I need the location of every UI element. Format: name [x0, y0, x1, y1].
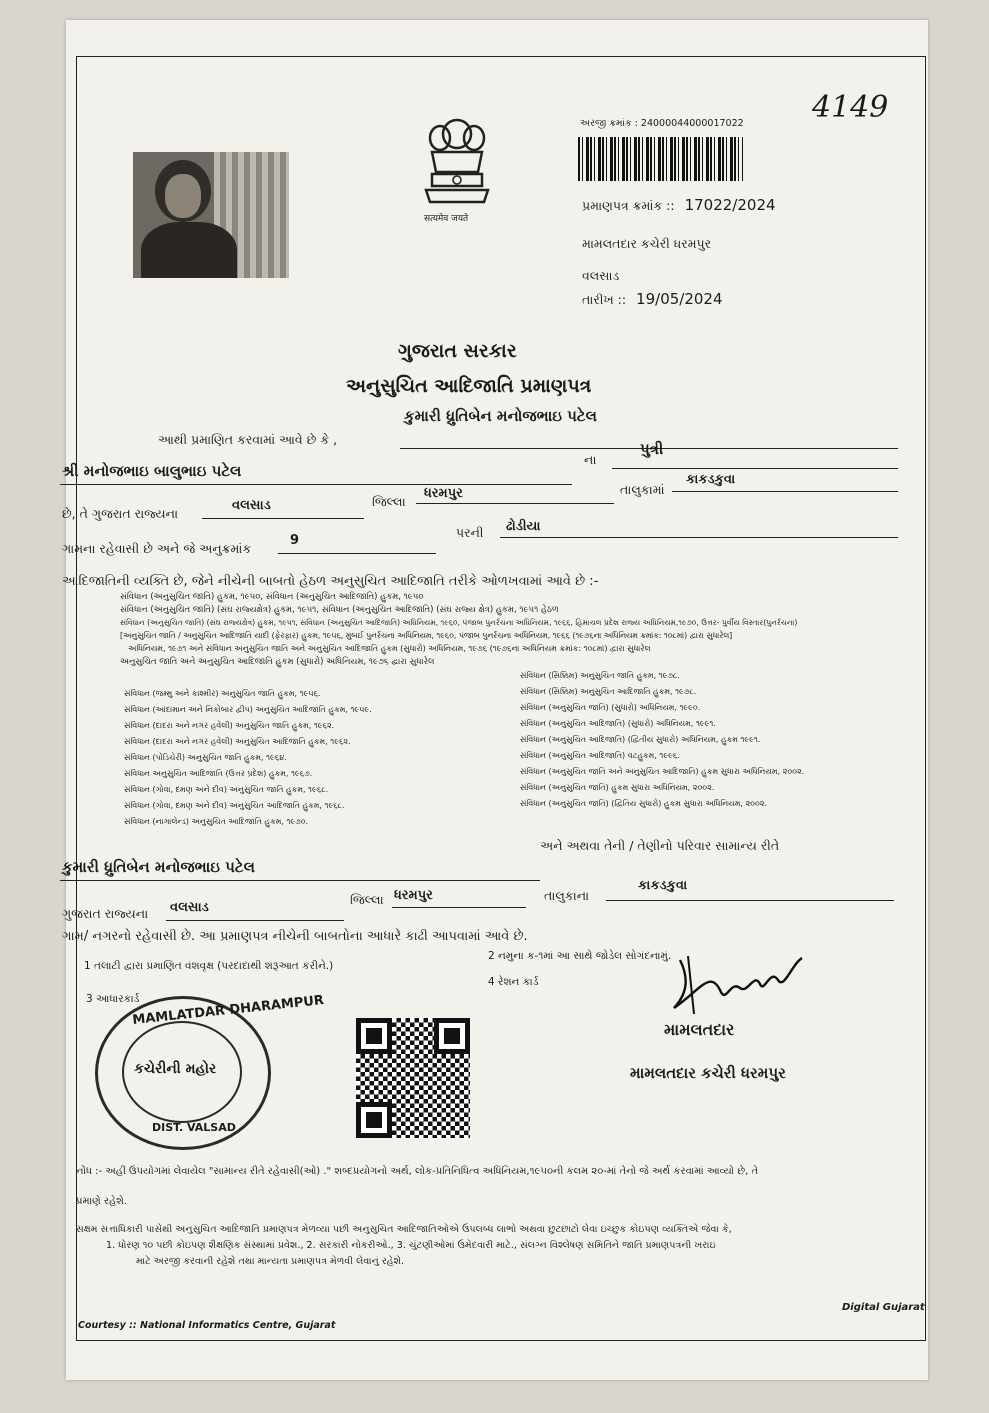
issue-basis-statement: ગામ/ નગરનો રહેવાસી છે. આ પ્રમાણપત્ર નીચેની બાબતોના આધારે કાઢી આપવામાં આવે છે. [62, 929, 528, 944]
application-number: અરજી ક્રમાંક : 24000044000017022 [580, 118, 744, 129]
act-left: સંવિધાન (જમ્મુ અને કાશ્મીર) અનુસુચિત જાતિ હુકમ, ૧૯૫૬. [124, 689, 321, 698]
taluka-label: તાલુકામાં [620, 482, 665, 497]
applicant-name: કુમારી ધ્રુતિબેન મનોજભાઇ પટેલ [404, 407, 597, 425]
certify-label: આથી પ્રમાણિત કરવામાં આવે છે કે , [158, 432, 338, 447]
act-right: સંવિધાન (અનુસુચિત આદિજાતિ) (દ્વિતીય સુધારો) અધિનિયમ, હુકમ ૧૯૯૧. [520, 735, 761, 744]
seal-inner-text: કચેરીની મહોર [134, 1061, 217, 1077]
note-line: 1. ધોરણ ૧૦ પછી કોઇપણ શૈક્ષણિક સંસ્થામાં પ્રવેશ., 2. સરકારી નોકરીઓ., 3. ચુંટણીઓમાં ઉમેદવારી માટે., સંલગ્ન વિશ્લેષણ સમિતિને જાતિ પ્રમાણપત્રની ખરાઇ [106, 1240, 716, 1251]
act-right: સંવિધાન (સિક્કિમ) અનુસુચિત જાતિ હુકમ, ૧૯૭૮. [520, 671, 680, 680]
act-left: સંવિધાન (દાદરા અને નગર હવેલી) અનુસુચિત આદિજાતિ હુકમ, ૧૯૬૨. [124, 737, 351, 746]
note-line: નોંધ :- અહીં ઉપયોગમાં લેવાયેલ "સામાન્ય રીતે રહેવાસી(ઓ) ." શબ્દપ્રયોગનો અર્થ, લોક-પ્રતિનિધિત્વ અધિનિયમ,૧૯૫૦ની કલમ ૨૦-માં તેનો જે અર્થ કરવામાં આવ્યો છે, તે [76, 1166, 759, 1177]
act-left: સંવિધાન (આંદામાન અને નિકોબાર દ્વીપ) અનુસુચિત આદિજાતિ હુકમ, ૧૯૫૯. [124, 705, 372, 714]
ashoka-emblem-icon [418, 112, 496, 208]
footer-courtesy: Courtesy :: National Informatics Centre, Gujarat [78, 1320, 336, 1331]
note-line: પ્રમાણે રહેશે. [76, 1196, 128, 1207]
tribe-name: ઢોડીયા [506, 519, 541, 534]
emblem-motto: सत्यमेव जयते [424, 214, 469, 224]
applicant-photo [133, 152, 289, 278]
act-right: સંવિધાન (અનુસુચિત જાતિ) (સુધારો) અધિનિયમ, ૧૯૯૦. [520, 703, 701, 712]
basis-item: 4 રેશન કાર્ડ [488, 976, 539, 988]
act-line: અનુસુચિત જાતિ અને અનુસુચિત આદિજાતિ હુકમ (સુધારો) અધિનિયમ, ૧૯૭૬ દ્વારા સુધારેલ [120, 657, 435, 667]
basis-item: 2 નમુના ક-૧માં આ સાથે જોડેલ સોગંદનામું. [488, 950, 672, 962]
relation: પુત્રી [640, 440, 664, 458]
note-line: માટે અરજી કરવાની રહેશે તથા માન્યતા પ્રમાણપત્ર મેળવી લેવાનું રહેશે. [136, 1256, 405, 1267]
talukana-label: તાલુકાના [544, 888, 590, 903]
act-right: સંવિધાન (અનુસુચિત જાતિ) (દ્વિતિય સુધારો) હુકમ સુધારા અધિનિયમ, ૨૦૦૨. [520, 799, 768, 808]
seal-outer-text: MAMLATDAR DHARAMPUR [131, 992, 325, 1029]
act-right: સંવિધાન (અનુસુચિત જાતિ અને અનુસુચિત આદિજાતિ) હુકમ સુધારા અધિનિયમ, ૨૦૦૨. [520, 767, 805, 776]
act-left: સંવિધાન (ગોવા, દમણ અને દીવ) અનુસુચિત જાતિ હુકમ, ૧૯૬૮. [124, 785, 329, 794]
residence-name: કુમારી ધ્રુતિબેન મનોજભાઇ પટેલ [62, 858, 255, 876]
residence-jilla-label: જિલ્લા [350, 892, 384, 907]
certificate-title: અનુસુચિત આદિજાતિ પ્રમાણપત્ર [346, 375, 592, 397]
act-line: સંવિધાન (અનુસુચિત જાતિ) (સંઘ રાજ્યક્ષેત્ર) હુકમ, ૧૯૫૧, સંવિધાન (અનુસુચિત આદિજાતિ) અધિનિયમ, ૧૯૬૦, પંજાબ પુનર્રચના અધિનિયમ, ૧૯૬૬, હિમાચલ પ્રદેશ રાજ્ય અધિનિયમ,૧૯૭૦, ઉત્તર- પુર્વીય વિસ્તાર(પુનર્રચના) [120, 618, 798, 627]
handwritten-number: 4149 [812, 90, 889, 125]
na-label: ના [584, 452, 597, 467]
act-line: સંવિધાન (અનુસુચિત જાતિ) હુકમ, ૧૯૫૦, સંવિધાન (અનુસુચિત આદિજાતિ) હુકમ, ૧૯૫૦ [120, 592, 424, 602]
certificate-office: મામલતદાર કચેરી ધરમપુર [582, 236, 712, 251]
parni-label: પરની [456, 525, 484, 540]
certificate-district: વલસાડ [582, 268, 620, 283]
serial-number: 9 [290, 533, 300, 548]
district: વલસાડ [232, 498, 271, 513]
certificate-number-label: પ્રમાણપત્ર ક્રમાંક :: [582, 198, 675, 213]
official-seal [95, 992, 325, 1150]
tribe-statement: આદિજાતિની વ્યક્તિ છે, જેને નીચેની બાબતો હેઠળ અનુસુચિત આદિજાતિ તરીકે ઓળખવામાં આવે છે :- [62, 574, 599, 589]
qr-code [356, 1018, 470, 1138]
residence-taluka: ધરમપુર [394, 888, 433, 903]
father-name: શ્રી મનોજભાઇ બાલુભાઇ પટેલ [62, 462, 242, 480]
act-line: [અનુસુચિત જાતિ / અનુસુચિત આદિજાતિ યાદી (ફેરફાર) હુકમ, ૧૯૫૬, મુંબઈ પુનર્રચના અધિનિયમ, ૧૯૬૦, પંજાબ પુનર્રચના અધિનિયમ, ૧૯૬૬ (૧૯૭૬ના અધિનિયમ ક્રમાંક: ૧૦૮માં) દ્વારા સુધારેલ] [120, 631, 733, 640]
signatory-office: મામલતદાર કચેરી ધરમપુર [630, 1064, 786, 1082]
act-left: સંવિધાન અનુસુચિત આદિજાતિ (ઉત્તર પ્રદેશ) હુકમ, ૧૯૬૭. [124, 769, 313, 778]
footer-brand: Digital Gujarat [842, 1302, 925, 1313]
seal-bottom-text: DIST. VALSAD [152, 1121, 236, 1134]
certificate-date-row [582, 290, 723, 308]
residence-village: કાકડકુવા [638, 878, 688, 893]
taluka: ધરમપુર [424, 486, 463, 501]
act-line: અધિનિયમ, ૧૯૭૧ અને સંવિધાન અનુસુચિત જાતિ અને અનુસુચિત આદિજાતિ હુકમ (સુધારો) અધિનિયમ, ૧૯૭૬ (૧૯૭૬ના અધિનિયમ ક્રમાંક: ૧૦૮માં) દ્વારા સુધારેલ [128, 644, 651, 653]
resident-label: ગામના રહેવાસી છે અને જે અનુક્રમાંક [62, 541, 252, 556]
act-left: સંવિધાન (ગોવા, દમણ અને દીવ) અનુસુચિત આદિજાતિ હુકમ, ૧૯૬૮. [124, 801, 345, 810]
certificate-date-label: તારીખ :: [582, 292, 627, 307]
certificate-number-row [582, 196, 776, 214]
act-left: સંવિધાન (નાગાલેન્ડ) અનુસુચિત આદિજાતિ હુકમ, ૧૯૭૦. [124, 817, 309, 826]
act-line: સંવિધાન (અનુસુચિત જાતિ) (સંઘ રાજ્યક્ષેત્ર) હુકમ, ૧૯૫૧, સંવિધાન (અનુસુચિત આદિજાતિ) (સંઘ રાજ્ય ક્ષેત્ર) હુકમ, ૧૯૫૧ હેઠળ [120, 605, 559, 615]
act-right: સંવિધાન (અનુસુચિત આદિજાતિ) (સુધારો) અધિનિયમ, ૧૯૯૧. [520, 719, 716, 728]
signature-icon [660, 950, 810, 1020]
certificate-number: 17022/2024 [684, 196, 776, 214]
village: કાકડકુવા [686, 472, 736, 487]
residence-state-label: ગુજરાત રાજ્યના [62, 906, 149, 921]
residence-district: વલસાડ [170, 900, 209, 915]
act-left: સંવિધાન (પોંડિચેરી) અનુસુચિત જાતિ હુકમ, ૧૯૬૪. [124, 753, 287, 762]
basis-item: 3 આધારકાર્ડ [86, 993, 140, 1005]
state-prefix-label: છે, તે ગુજરાત રાજ્યના [62, 506, 179, 521]
certificate-date: 19/05/2024 [636, 290, 723, 308]
act-right: સંવિધાન (અનુસુચિત આદિજાતિ) વટહુકમ, ૧૯૯૬. [520, 751, 680, 760]
act-right: સંવિધાન (સિક્કિમ) અનુસુચિત આદિજાતિ હુકમ, ૧૯૭૮. [520, 687, 697, 696]
barcode [578, 137, 743, 181]
note-line: સક્ષમ સત્તાધિકારી પાસેથી અનુસુચિત આદિજાતિ પ્રમાણપત્ર મેળવ્યા પછી અનુસુચિત આદિજાતિઓએ ઉપલબ્ધ લાભો અથવા છુટછાટો લેવા ઇચ્છુક કોઇપણ વ્યક્તિએ જેવા કે, [76, 1224, 732, 1235]
government-title: ગુજરાત સરકાર [398, 340, 517, 362]
family-residence-text: અને અથવા તેની / તેણીનો પરિવાર સામાન્ય રીતે [540, 838, 780, 853]
signatory-title: મામલતદાર [664, 1020, 735, 1039]
basis-item: 1 તલાટી દ્વારા પ્રમાણિત વંશવૃક્ષ (પરદાદાથી શરૂઆત કરીને.) [84, 960, 334, 972]
act-right: સંવિધાન (અનુસુચિત જાતિ) હુકમ સુધારા અધિનિયમ, ૨૦૦૨. [520, 783, 715, 792]
jilla-label: જિલ્લા [372, 494, 406, 509]
act-left: સંવિધાન (દાદરા અને નગર હવેલી) અનુસુચિત જાતિ હુકમ, ૧૯૬૨. [124, 721, 335, 730]
